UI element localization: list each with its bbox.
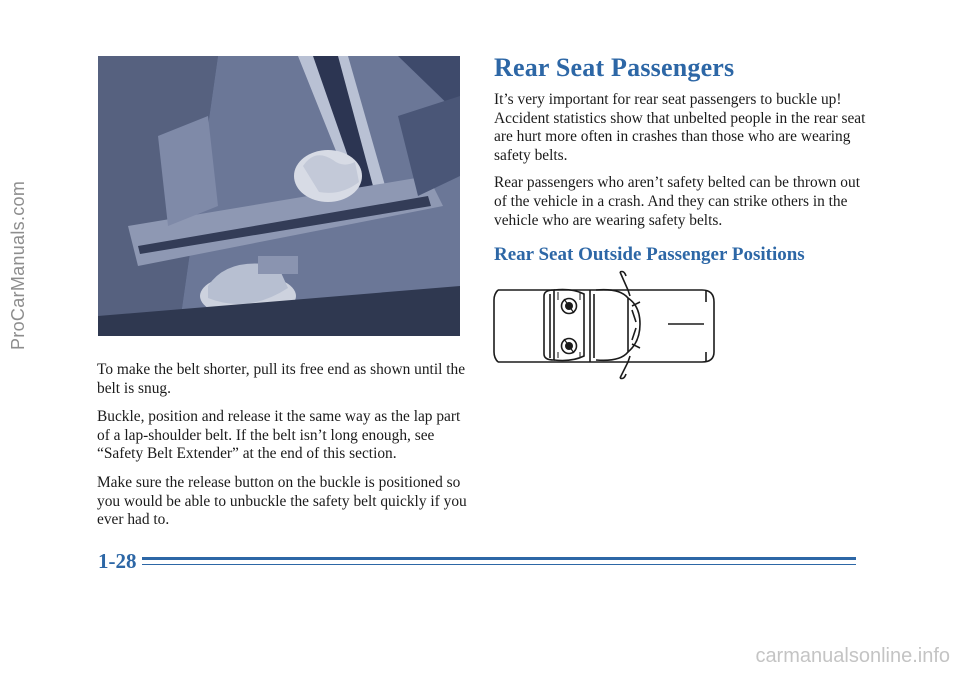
section-subtitle: Rear Seat Outside Passenger Positions xyxy=(494,244,805,266)
seatbelt-photo xyxy=(98,56,460,336)
section-body xyxy=(494,91,874,230)
section-paragraph: It’s very important for rear seat passengers to buckle up! Accident statistics show that unbelted people in the rear seat are hurt more often in crashes than those who are wearing safety belts. xyxy=(494,91,866,164)
section-title: Rear Seat Passengers xyxy=(494,53,735,82)
footer-rule-thin xyxy=(142,564,856,565)
vehicle-seating-diagram xyxy=(492,266,724,384)
belt-adjustment-text xyxy=(97,361,467,540)
page-number: 1-28 xyxy=(98,549,137,573)
rear-seat-section xyxy=(494,53,874,266)
procarmanuals-watermark: ProCarManuals.com xyxy=(8,180,28,350)
left-paragraph: To make the belt shorter, pull its free end as shown until the belt is snug. xyxy=(97,361,466,397)
left-paragraph: Make sure the release button on the buckle is positioned so you would be able to unbuckle the safety belt quickly if you ever had to. xyxy=(97,473,467,529)
section-paragraph: Rear passengers who aren’t safety belted can be thrown out of the vehicle in a crash. And they can strike others in the vehicle who are wearing safety belts. xyxy=(494,174,860,229)
site-watermark: carmanualsonline.info xyxy=(755,645,950,667)
footer-rule xyxy=(142,557,856,560)
left-paragraph: Buckle, position and release it the same way as the lap part of a lap-shoulder belt. If the belt isn’t long enough, see “Safety Belt Extender” at the end of this section. xyxy=(97,408,461,463)
